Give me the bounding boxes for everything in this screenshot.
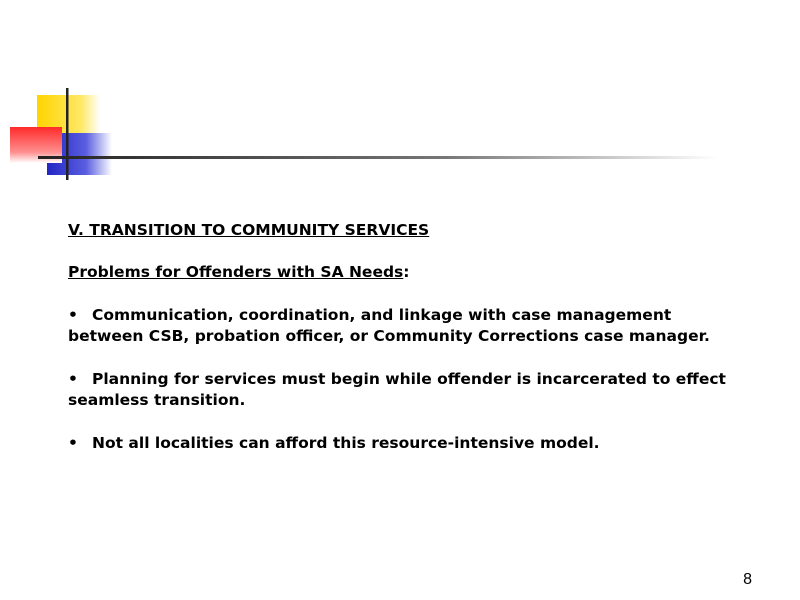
bullet-symbol: • [68,306,78,324]
horizontal-rule [38,156,718,159]
bullet-text: Planning for services must begin while offender is incarcerated to effect seamless transition. [68,370,726,409]
subheading-colon: : [403,263,410,281]
bullet-text: Not all localities can afford this resource-intensive model. [92,434,600,452]
bullet-item-2 [68,369,728,411]
bullet-item-1 [68,305,728,347]
vertical-rule [66,88,69,180]
page-number: 8 [743,571,752,588]
slide-decoration [0,0,800,200]
bullet-text: Communication, coordination, and linkage with case management between CSB, probation officer, or Community Corrections case manager. [68,306,710,345]
subheading-text: Problems for Offenders with SA Needs [68,263,404,281]
bullet-item-3 [68,433,728,454]
slide-heading: V. TRANSITION TO COMMUNITY SERVICES [68,221,430,239]
bullet-symbol: • [68,434,78,452]
slide-content [68,220,728,454]
bullet-symbol: • [68,370,78,388]
slide-subheading [68,262,728,283]
